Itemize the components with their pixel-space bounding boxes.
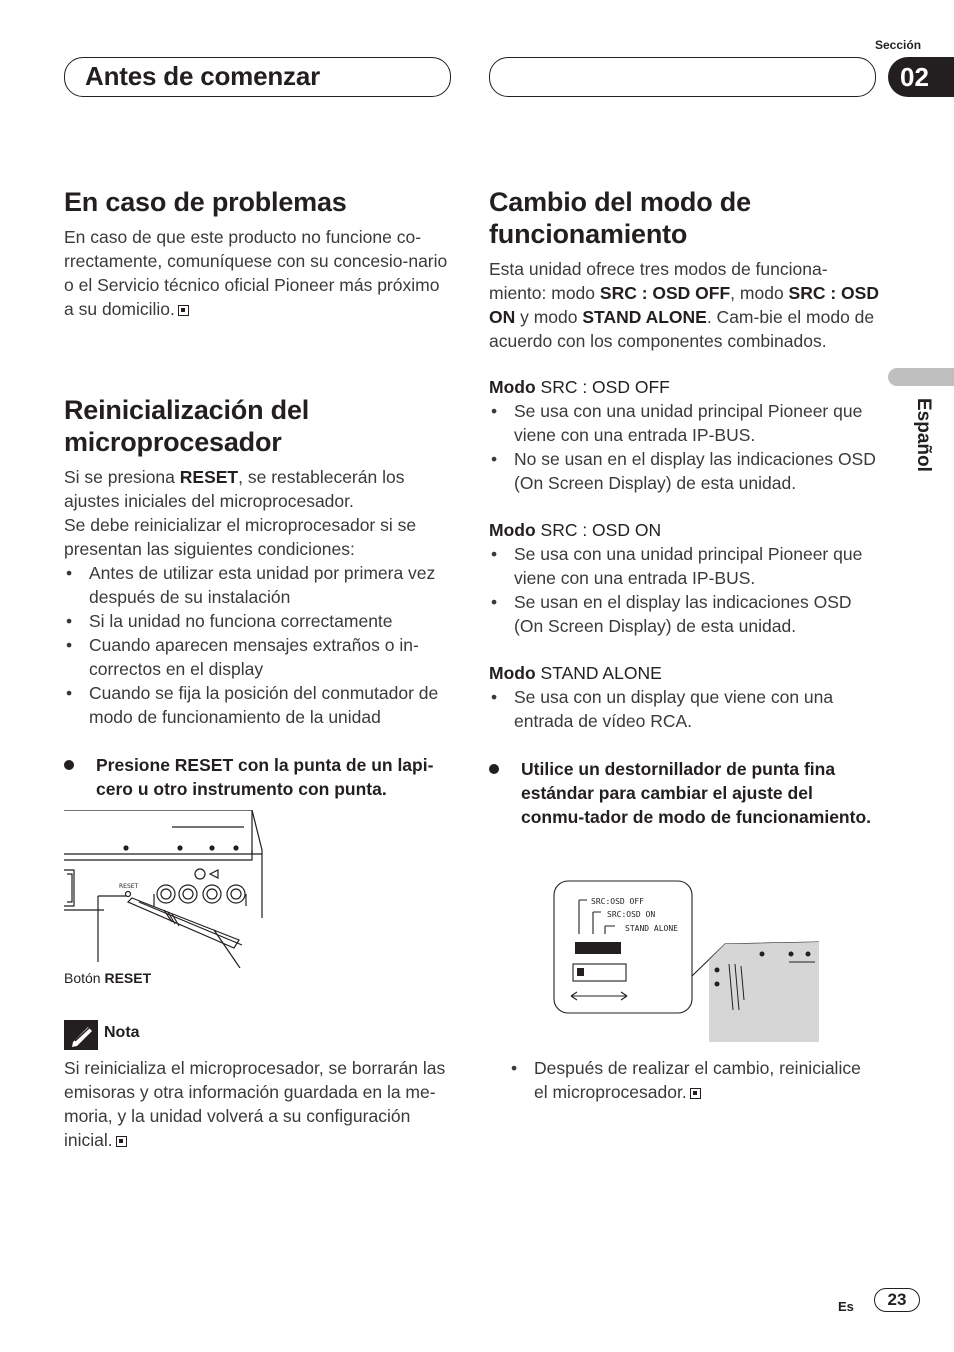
reset-instruction: Presione RESET con la punta de un lapi-cero u otro instrumento con punta.	[64, 753, 454, 801]
note-title: Nota	[104, 1024, 140, 1041]
list-item: • Si la unidad no funciona correctamente	[64, 609, 454, 633]
section-number-badge: 02	[888, 57, 954, 97]
reset-conditions-intro: Se debe reinicializar el microprocesador si se presentan las siguientes condiciones:	[64, 515, 417, 559]
list-item: • Cuando aparecen mensajes extraños o in-correctos en el display	[64, 633, 454, 681]
mode-osd-on-list	[489, 542, 879, 638]
mode-switch-instruction: Utilice un destornillador de punta fina estándar para cambiar el ajuste del conmu-tador de modo de funcionamiento.	[489, 757, 879, 829]
diagram-label-osd-on: SRC:OSD ON	[607, 910, 656, 919]
list-item: • Después de realizar el cambio, reinicialice el microprocesador.	[509, 1056, 879, 1104]
heading-reset: Reinicialización del microprocesador	[64, 395, 310, 457]
mode-stand-alone-list	[489, 685, 879, 733]
end-mark-icon	[178, 305, 189, 316]
mode-change-intro: Esta unidad ofrece tres modos de funciona-miento: modo SRC : OSD OFF, modo SRC : OSD ON y modo STAND ALONE. Cam-bie el modo de acuerdo con los componentes combinados.	[489, 259, 879, 351]
reset-figure-label: RESET	[119, 883, 139, 890]
heading-problems: En caso de problemas	[64, 187, 347, 217]
reset-caption: Botón RESET	[64, 970, 152, 986]
page-number: 23	[874, 1288, 920, 1312]
section-label: Sección	[875, 38, 922, 52]
empty-header-pill	[489, 57, 876, 97]
reset-intro: Si se presiona RESET, se restablecerán los ajustes iniciales del microprocesador.	[64, 467, 405, 511]
end-mark-icon	[116, 1136, 127, 1147]
chapter-title: Antes de comenzar	[85, 61, 321, 91]
mode-stand-alone-heading: Modo STAND ALONE	[489, 663, 662, 683]
heading-mode-change: Cambio del modo de funcionamiento	[489, 187, 751, 249]
pencil-icon	[64, 1020, 98, 1050]
language-label: Español	[913, 398, 934, 472]
reset-button-illustration	[64, 810, 274, 968]
note-body: Si reinicializa el microprocesador, se borrarán las emisoras y otra información guardada en la me-moria, y la unidad volverá a su configuración inicial.	[64, 1058, 446, 1150]
diagram-label-osd-off: SRC:OSD OFF	[591, 897, 644, 906]
list-item: • No se usan en el display las indicaciones OSD (On Screen Display) de esta unidad.	[489, 447, 879, 495]
after-change-block	[509, 1056, 879, 1104]
problems-body: En caso de que este producto no funcione co-rrectamente, comuníquese con su concesio-nario o el Servicio técnico oficial Pioneer más próximo a su domicilio.	[64, 227, 448, 319]
left-column	[64, 186, 454, 801]
list-item: • Se usa con una unidad principal Pioneer que viene con una entrada IP-BUS.	[489, 399, 879, 447]
list-item: • Cuando se fija la posición del conmutador de modo de funcionamiento de la unidad	[64, 681, 454, 729]
list-item: • Se usa con una unidad principal Pioneer que viene con una entrada IP-BUS.	[489, 542, 879, 590]
mode-osd-off-list	[489, 399, 879, 495]
diagram-label-stand-alone: STAND ALONE	[625, 924, 678, 933]
mode-osd-on-heading: Modo SRC : OSD ON	[489, 520, 662, 540]
reset-conditions-list	[64, 561, 454, 729]
end-mark-icon	[690, 1088, 701, 1099]
chapter-title-pill	[64, 57, 451, 97]
bullet-dot-icon	[64, 760, 74, 770]
right-column	[489, 186, 879, 829]
mode-osd-off-heading: Modo SRC : OSD OFF	[489, 377, 670, 397]
language-tab	[888, 368, 954, 386]
note-icon	[64, 1020, 98, 1050]
mode-switch-illustration	[553, 880, 823, 1042]
bullet-dot-icon	[489, 764, 499, 774]
note-body-block	[64, 1056, 454, 1152]
language-code: Es	[838, 1299, 854, 1314]
list-item: • Antes de utilizar esta unidad por primera vez después de su instalación	[64, 561, 454, 609]
list-item: • Se usan en el display las indicaciones OSD (On Screen Display) de esta unidad.	[489, 590, 879, 638]
list-item: • Se usa con un display que viene con una entrada de vídeo RCA.	[489, 685, 879, 733]
